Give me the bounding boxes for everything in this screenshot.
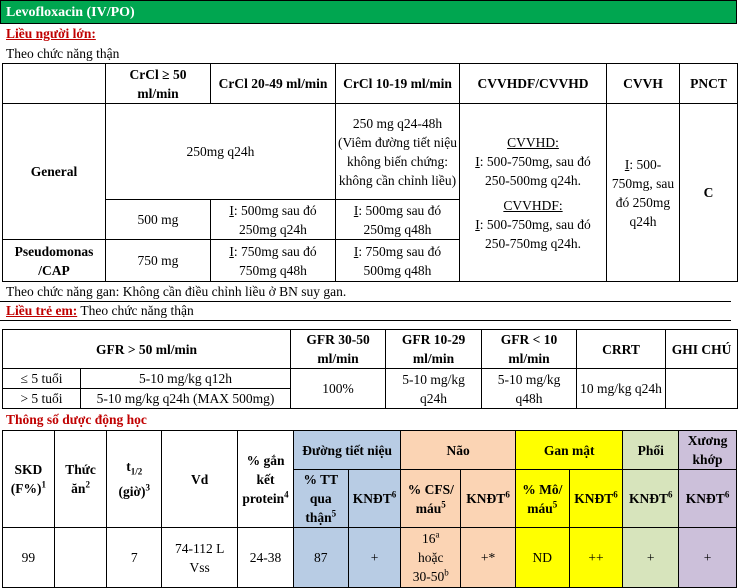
kndt-sup: 6	[505, 489, 510, 500]
kndt-brain-value: +*	[461, 528, 516, 588]
header-gfr3050: GFR 30-50 ml/min	[291, 330, 386, 369]
i-marker: I	[353, 202, 359, 218]
t-half-sub: 1/2	[130, 466, 143, 477]
pseudomonas-label: Pseudomonas /CAP	[3, 240, 106, 282]
lung-header: Phổi	[623, 431, 679, 470]
gfr1029-dose: 5-10 mg/kg q24h	[386, 369, 482, 409]
pediatric-note	[666, 369, 738, 409]
protein-label: % gắn kết protein	[242, 452, 285, 506]
cfs-or: hoặc	[418, 550, 444, 565]
mo-mau-sup: 5	[552, 499, 558, 509]
gfr10-dose: 5-10 mg/kg q48h	[482, 369, 577, 409]
adult-renal-note: Theo chức năng thận	[6, 46, 120, 61]
cvvh-cell	[607, 104, 680, 282]
kndt-sup: 6	[391, 489, 397, 500]
cvvhd-text: : 500-750mg, sau đó 250-500mg q24h.	[479, 153, 591, 188]
kndt-label: KNĐT	[628, 491, 668, 506]
cfs-value-a: 16	[422, 531, 436, 546]
header-cvvhdf: CVVHDF/CVVHD	[460, 64, 607, 104]
cfs-header	[401, 470, 461, 528]
protein-header	[238, 431, 294, 528]
adult-header-empty	[3, 64, 106, 104]
kndt-lung-header	[623, 470, 679, 528]
protein-value: 24-38	[238, 528, 294, 588]
cvvh-i: I	[624, 156, 630, 172]
pediatric-header-row	[3, 330, 738, 369]
t-half-header	[107, 431, 162, 528]
tt-urine-header	[293, 470, 348, 528]
skd-header	[3, 431, 55, 528]
pseudo-crcl2049-dose	[211, 240, 336, 282]
t-half-unit: (giờ)	[118, 483, 146, 499]
pediatric-row-1	[3, 369, 738, 389]
thuc-an-sup: 2	[85, 479, 90, 490]
header-pnct: PNCT	[680, 64, 738, 104]
cvvhdf-text: : 500-750mg, sau đó 250-750mg q24h.	[479, 216, 591, 251]
kndt-sup: 6	[724, 489, 730, 500]
bone-header: Xương khớp	[679, 431, 737, 470]
cvvhdf-cell	[460, 104, 607, 282]
skd-value: 99	[3, 528, 55, 588]
cfs-value-b: 30-50	[412, 569, 445, 584]
general-crcl1019-loading	[336, 200, 460, 240]
pk-header-row-1	[3, 431, 737, 470]
thuc-an-header	[54, 431, 107, 528]
cvvhd-i: I	[475, 153, 480, 169]
kndt-lung-value: +	[623, 528, 679, 588]
adult-heading-line	[0, 24, 738, 44]
age-gt5-dose: 5-10 mg/kg q24h (MAX 500mg)	[81, 389, 291, 409]
header-gfr1029: GFR 10-29 ml/min	[386, 330, 482, 369]
general-1019-text: : 500mg sau đó 250mg q48h	[358, 202, 442, 237]
general-merged-dose: 250mg q24h	[106, 104, 336, 200]
header-gfr50: GFR > 50 ml/min	[3, 330, 291, 369]
kndt-label: KNĐT	[574, 491, 614, 506]
i-marker: I	[229, 243, 234, 259]
pk-values-row	[3, 528, 737, 588]
cvvhd-label: CVVHD:	[507, 134, 559, 150]
pk-table	[2, 430, 737, 588]
kndt-urinary-header	[348, 470, 401, 528]
mo-mau-header	[515, 470, 569, 528]
cvvhdf-label: CVVHDF:	[503, 197, 563, 213]
i-marker: I	[229, 202, 234, 218]
general-crcl2049-dose	[211, 200, 336, 240]
kndt-liver-header	[569, 470, 623, 528]
kndt-label: KNĐT	[685, 491, 725, 506]
drug-title: Levofloxacin (IV/PO)	[0, 0, 737, 24]
skd-label: SKD (F%)	[10, 462, 43, 496]
tt-urine-sup: 5	[331, 508, 337, 519]
kndt-sup: 6	[667, 489, 673, 500]
pediatric-renal-note: Theo chức năng thận	[80, 303, 194, 318]
mo-mau-label: % Mô/ máu	[522, 481, 563, 516]
mo-mau-value: ND	[515, 528, 569, 588]
hepatic-note: Theo chức năng gan: Không cần điều chỉnh liều ở BN suy gan.	[6, 284, 347, 299]
adult-dose-table	[2, 63, 738, 282]
gfr3050-dose: 100%	[291, 369, 386, 409]
thuc-an-label: Thức ăn	[65, 462, 96, 496]
age-le5-dose: 5-10 mg/kg q12h	[81, 369, 291, 389]
brain-header: Não	[401, 431, 516, 470]
cvvhdf-i: I	[475, 216, 480, 232]
liver-header: Gan mật	[515, 431, 622, 470]
header-crcl1019: CrCl 10-19 ml/min	[336, 64, 460, 104]
header-gfr10: GFR < 10 ml/min	[482, 330, 577, 369]
t-half-sup: 3	[145, 482, 150, 493]
age-gt5: > 5 tuổi	[3, 389, 81, 409]
vd-value: 74-112 L Vss	[162, 528, 238, 588]
general-crcl1019-dose: 250 mg q24-48h (Viêm đường tiết niệu không biến chứng: không cần chỉnh liều)	[336, 104, 460, 200]
t-half-value: 7	[107, 528, 162, 588]
cfs-a-sup: a	[435, 529, 440, 540]
tt-urine-value: 87	[293, 528, 348, 588]
kndt-label: KNĐT	[466, 491, 506, 506]
kndt-bone-header	[679, 470, 737, 528]
header-cvvh: CVVH	[607, 64, 680, 104]
general-row-1	[3, 104, 738, 200]
pediatric-dose-table	[2, 329, 738, 409]
cfs-b-sup: b	[444, 567, 449, 578]
kndt-urinary-value: +	[348, 528, 401, 588]
pseudo-crcl50-dose: 750 mg	[106, 240, 211, 282]
crrt-dose: 10 mg/kg q24h	[577, 369, 666, 409]
pk-heading-line	[0, 410, 738, 430]
kndt-bone-value: +	[679, 528, 737, 588]
protein-sup: 4	[284, 489, 289, 499]
pediatric-heading: Liều trẻ em:	[6, 303, 78, 318]
thuc-an-value	[54, 528, 107, 588]
urinary-header: Đường tiết niệu	[293, 431, 400, 470]
pseudo-crcl1019-dose	[336, 240, 460, 282]
header-crrt: CRRT	[577, 330, 666, 369]
adult-heading: Liều người lớn:	[6, 26, 96, 41]
cfs-value	[401, 528, 461, 588]
pnct-value: C	[680, 104, 738, 282]
skd-sup: 1	[41, 479, 46, 490]
vd-header: Vd	[162, 431, 238, 528]
tt-urine-label: % TT qua thận	[303, 472, 339, 525]
pseudo-1019-text: : 750mg sau đó 500mg q48h	[358, 243, 442, 278]
general-label: General	[3, 104, 106, 240]
general-crcl50-dose: 500 mg	[106, 200, 211, 240]
age-le5: ≤ 5 tuổi	[3, 369, 81, 389]
kndt-liver-value: ++	[569, 528, 623, 588]
cfs-label: % CFS/ máu	[407, 481, 454, 516]
t-half-t: t	[126, 459, 131, 475]
kndt-brain-header	[461, 470, 516, 528]
kndt-sup: 6	[613, 489, 618, 500]
cfs-sup: 5	[441, 499, 446, 509]
pseudo-2049-text: : 750mg sau đó 750mg q48h	[233, 243, 317, 278]
header-crcl50: CrCl ≥ 50 ml/min	[106, 64, 211, 104]
pediatric-heading-line	[0, 301, 731, 321]
cvvh-text: : 500-750mg, sau đó 250mg q24h	[611, 156, 675, 229]
i-marker: I	[353, 243, 359, 259]
header-crcl2049: CrCl 20-49 ml/min	[211, 64, 336, 104]
pk-heading: Thông số dược động học	[6, 412, 147, 427]
adult-header-row	[3, 64, 738, 104]
header-ghi-chu: GHI CHÚ	[666, 330, 738, 369]
kndt-label: KNĐT	[352, 491, 392, 506]
general-2049-text: : 500mg sau đó 250mg q24h	[233, 202, 317, 237]
